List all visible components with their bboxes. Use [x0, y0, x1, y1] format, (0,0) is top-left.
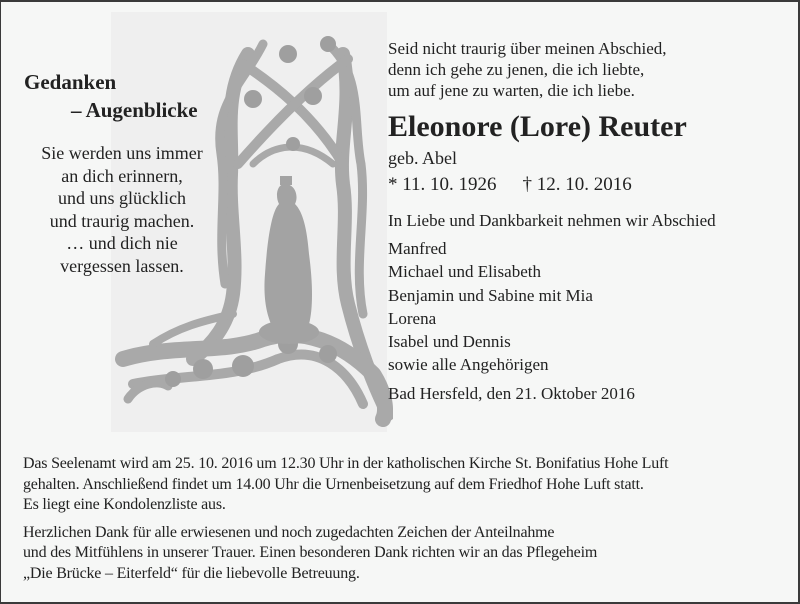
service-info [23, 454, 783, 584]
poem-line: und traurig machen. [49, 210, 195, 231]
poem-line: … und dich nie [66, 233, 178, 253]
life-dates [388, 173, 716, 197]
quote-line: denn ich gehe zu jenen, die ich liebte, [388, 60, 645, 79]
service-line: Es liegt eine Kondolenzliste aus. [23, 496, 226, 513]
notice-main [388, 38, 716, 404]
mourner: Michael und Elisabeth [388, 262, 541, 282]
poem [23, 142, 221, 277]
poem-line: und uns glücklich [58, 188, 186, 208]
maiden-name: geb. Abel [388, 148, 457, 168]
mourners-list [388, 237, 716, 377]
mourner: sowie alle Angehörigen [388, 355, 549, 375]
deceased-name: Eleonore (Lore) Reuter [388, 110, 687, 143]
thanks-line: Herzlichen Dank für alle erwiesenen und noch zugedachten Zeichen der Anteilnahme [23, 523, 555, 541]
mourner: Lorena [388, 308, 437, 328]
death-date: † 12. 10. 2016 [522, 174, 632, 195]
heading-line-1: Gedanken [24, 70, 117, 94]
poem-line: Sie werden uns immer [41, 143, 203, 163]
thanks-line: und des Mitfühlens in unserer Trauer. Einen besonderen Dank richten wir an das Pflegeheim [23, 544, 598, 561]
birth-date: * 11. 10. 1926 [388, 174, 497, 195]
farewell-quote [388, 38, 716, 101]
heading-thoughts [24, 68, 198, 124]
poem-line: vergessen lassen. [60, 255, 184, 276]
quote-line: um auf jene zu warten, die ich liebe. [388, 81, 635, 100]
place-date: Bad Hersfeld, den 21. Oktober 2016 [388, 383, 635, 403]
thanks-paragraph [23, 523, 783, 585]
mourner: Manfred [388, 239, 447, 258]
farewell-line: In Liebe und Dankbarkeit nehmen wir Abschied [388, 211, 716, 230]
service-paragraph [23, 454, 783, 516]
thanks-line: „Die Brücke – Eiterfeld“ für die liebevolle Betreuung. [23, 564, 360, 582]
heading-line-2: – Augenblicke [71, 98, 198, 122]
mourner: Benjamin und Sabine mit Mia [388, 285, 593, 305]
service-line: Das Seelenamt wird am 25. 10. 2016 um 12.30 Uhr in der katholischen Kirche St. Bonifatius Hohe Luft [23, 455, 669, 472]
service-line: gehalten. Anschließend findet um 14.00 Uhr die Urnenbeisetzung auf dem Friedhof Hohe Luft statt. [23, 475, 644, 493]
poem-line: an dich erinnern, [61, 165, 183, 186]
quote-line: Seid nicht traurig über meinen Abschied, [388, 39, 667, 58]
mourner: Isabel und Dennis [388, 332, 511, 352]
